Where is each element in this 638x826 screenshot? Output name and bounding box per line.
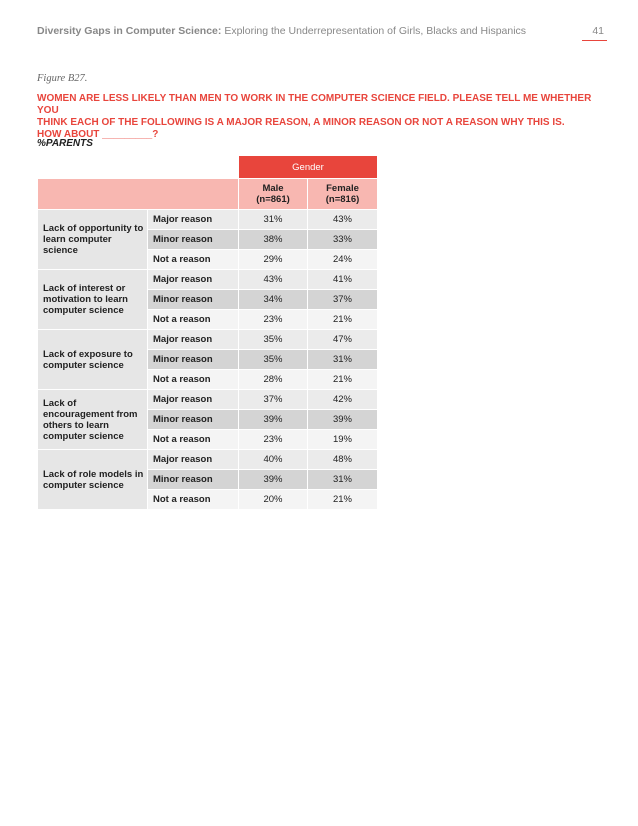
male-value: 39% <box>239 410 308 430</box>
response-label: Not a reason <box>148 370 239 390</box>
female-value: 42% <box>308 390 378 410</box>
table-row <box>38 450 378 470</box>
male-sample-size: (n=861) <box>256 194 290 205</box>
table-row <box>38 390 378 410</box>
male-value: 40% <box>239 450 308 470</box>
male-value: 23% <box>239 430 308 450</box>
female-value: 48% <box>308 450 378 470</box>
male-value: 39% <box>239 470 308 490</box>
male-label: Male <box>262 183 284 194</box>
report-subtitle: Exploring the Underrepresentation of Girls, Blacks and Hispanics <box>224 25 527 37</box>
response-label: Major reason <box>148 330 239 350</box>
header-row-columns <box>38 179 378 210</box>
male-column-header <box>239 179 308 210</box>
female-value: 21% <box>308 310 378 330</box>
table-row <box>38 330 378 350</box>
question-line-1: WOMEN ARE LESS LIKELY THAN MEN TO WORK IN THE COMPUTER SCIENCE FIELD. PLEASE TELL ME WHETHER YOU <box>37 93 592 116</box>
male-value: 43% <box>239 270 308 290</box>
female-value: 24% <box>308 250 378 270</box>
female-label: Female <box>326 183 359 194</box>
response-label: Not a reason <box>148 490 239 510</box>
female-value: 31% <box>308 350 378 370</box>
response-label: Not a reason <box>148 250 239 270</box>
female-value: 37% <box>308 290 378 310</box>
male-value: 37% <box>239 390 308 410</box>
female-value: 21% <box>308 490 378 510</box>
header-label-cell <box>38 179 239 210</box>
table-row <box>38 270 378 290</box>
male-value: 34% <box>239 290 308 310</box>
male-value: 28% <box>239 370 308 390</box>
response-label: Major reason <box>148 210 239 230</box>
page-number-underline <box>582 40 607 41</box>
female-sample-size: (n=816) <box>325 194 360 205</box>
question-line-3: HOW ABOUT _________? <box>37 129 159 140</box>
response-label: Minor reason <box>148 230 239 250</box>
response-label: Minor reason <box>148 470 239 490</box>
response-label: Minor reason <box>148 290 239 310</box>
response-label: Not a reason <box>148 310 239 330</box>
response-label: Major reason <box>148 450 239 470</box>
female-value: 21% <box>308 370 378 390</box>
item-label: Lack of role models in computer science <box>38 450 148 510</box>
survey-question <box>37 93 607 141</box>
male-value: 20% <box>239 490 308 510</box>
female-value: 39% <box>308 410 378 430</box>
female-value: 19% <box>308 430 378 450</box>
female-column-header <box>308 179 378 210</box>
response-label: Major reason <box>148 270 239 290</box>
response-label: Minor reason <box>148 410 239 430</box>
male-value: 35% <box>239 330 308 350</box>
male-value: 23% <box>239 310 308 330</box>
response-label: Not a reason <box>148 430 239 450</box>
male-value: 38% <box>239 230 308 250</box>
header-blank <box>38 156 239 179</box>
response-label: Major reason <box>148 390 239 410</box>
header-row-group <box>38 156 378 179</box>
page-header <box>37 25 604 39</box>
gender-header: Gender <box>239 156 378 179</box>
table-row <box>38 210 378 230</box>
female-value: 31% <box>308 470 378 490</box>
male-value: 35% <box>239 350 308 370</box>
male-value: 29% <box>239 250 308 270</box>
question-line-2: THINK EACH OF THE FOLLOWING IS A MAJOR REASON, A MINOR REASON OR NOT A REASON WHY THIS IS. <box>37 117 565 128</box>
response-label: Minor reason <box>148 350 239 370</box>
female-value: 33% <box>308 230 378 250</box>
figure-label: Figure B27. <box>37 73 88 84</box>
female-value: 43% <box>308 210 378 230</box>
female-value: 47% <box>308 330 378 350</box>
item-label: Lack of interest or motivation to learn computer science <box>38 270 148 330</box>
page-number: 41 <box>592 25 604 37</box>
base-label: %PARENTS <box>37 138 93 149</box>
item-label: Lack of exposure to computer science <box>38 330 148 390</box>
item-label: Lack of encouragement from others to learn computer science <box>38 390 148 450</box>
results-table <box>37 155 378 510</box>
female-value: 41% <box>308 270 378 290</box>
report-title: Diversity Gaps in Computer Science: <box>37 25 222 37</box>
male-value: 31% <box>239 210 308 230</box>
item-label: Lack of opportunity to learn computer science <box>38 210 148 270</box>
